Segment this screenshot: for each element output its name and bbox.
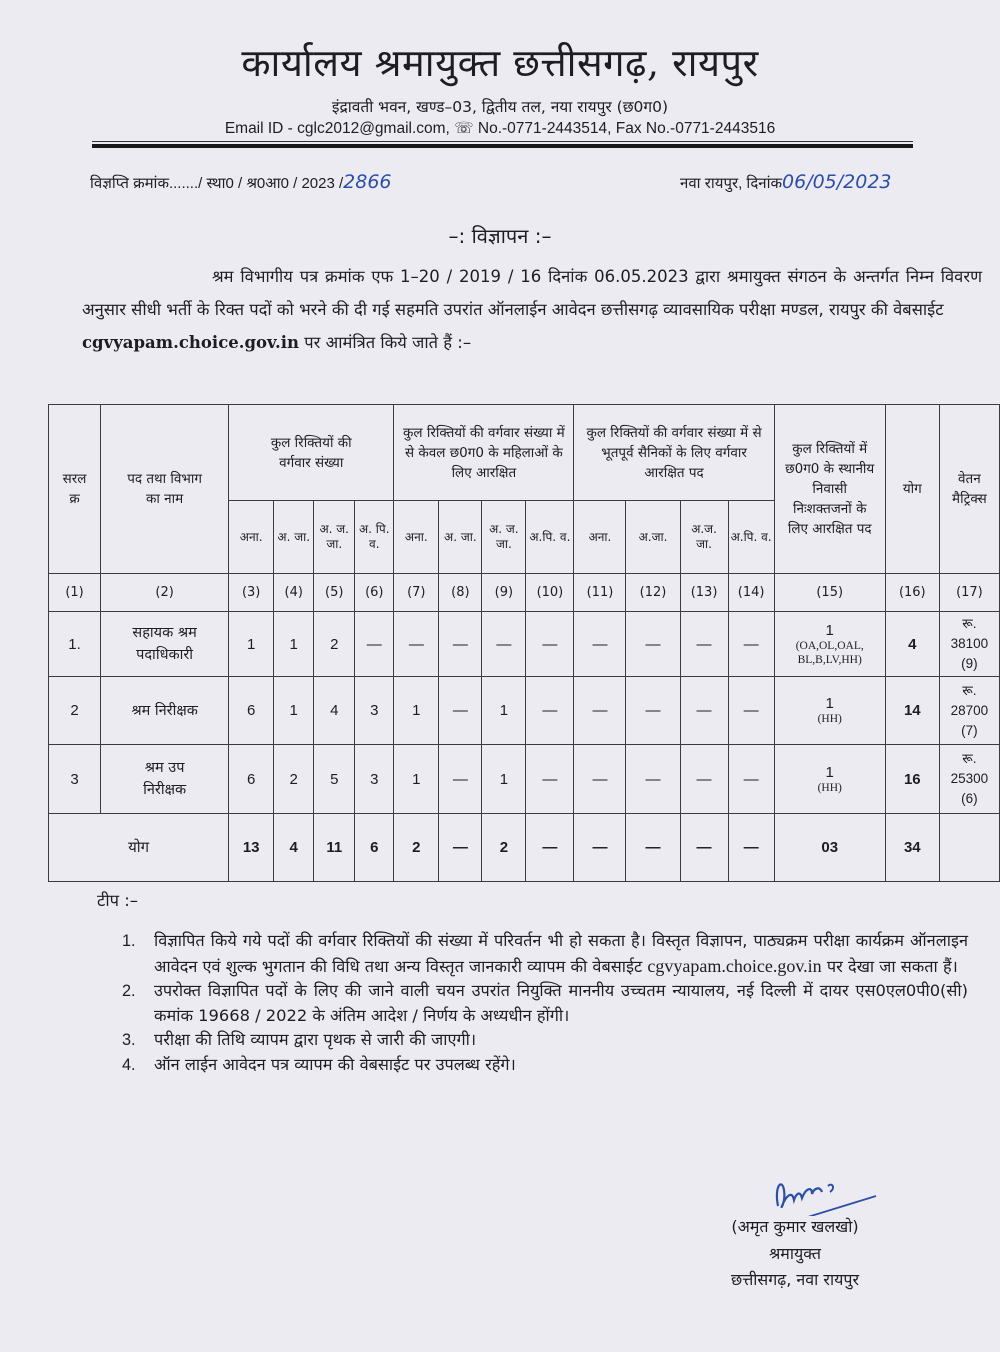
column-number: (6) [355, 574, 394, 612]
disabled-note: (HH) [817, 781, 842, 794]
total-cell: — [439, 814, 482, 882]
column-number: (9) [482, 574, 526, 612]
row-cell: — [526, 612, 574, 677]
subheader-women-st: अ. ज. जा. [482, 501, 526, 574]
row-cell: — [574, 745, 626, 814]
notification-prefix: विज्ञप्ति क्रमांक......./ स्था0 / श्र0आ0 / 2023 / [90, 175, 344, 192]
row-cell: 1 [229, 612, 274, 677]
column-number: (14) [728, 574, 774, 612]
total-pay-empty [939, 814, 999, 882]
subheader-ex-st: अ.ज. जा. [680, 501, 728, 574]
column-number: (7) [394, 574, 439, 612]
subheader-women-ur: अना. [394, 501, 439, 574]
column-number: (17) [939, 574, 999, 612]
letterhead-rule-thin [92, 141, 913, 142]
total-cell: — [680, 814, 728, 882]
phone-icon: ☏ [454, 120, 474, 137]
intro-paragraph [82, 260, 982, 359]
column-number: (2) [101, 574, 229, 612]
total-cell: 11 [314, 814, 355, 882]
row-cell: — [728, 612, 774, 677]
total-cell: — [626, 814, 680, 882]
pay-prefix: रू. [962, 616, 977, 631]
row-post: श्रम निरीक्षक [101, 677, 229, 745]
header-post: पद तथा विभाग का नाम [101, 405, 229, 574]
notes-list [122, 929, 968, 1077]
header-disabled: कुल रिक्तियों में छ0ग0 के स्थानीय निवासी निःशक्तजनों के लिए आरक्षित पद [774, 405, 885, 574]
row-cell: 1 [394, 677, 439, 745]
disabled-count: 1 [825, 695, 834, 712]
row-cell: — [728, 677, 774, 745]
row-post: सहायक श्रम पदाधिकारी [101, 612, 229, 677]
total-cell: 2 [394, 814, 439, 882]
row-total: 14 [885, 677, 939, 745]
total-cell: — [574, 814, 626, 882]
column-number: (10) [526, 574, 574, 612]
note-text: उपरोक्त विज्ञापित पदों के लिए की जाने वाली चयन उपरांत नियुक्ति माननीय उच्चतम न्यायालय, नई दिल्ली में दायर एस0एल0पी0(सी) कमांक 19668 / 2022 के अंतिम आदेश / निर्णय के अध्यधीन होंगी। [154, 981, 968, 1025]
pay-level: (9) [961, 656, 978, 671]
handwritten-date: 06/05/2023 [782, 171, 892, 193]
row-cell: 4 [314, 677, 355, 745]
row-cell: 5 [314, 745, 355, 814]
note-number: 4. [122, 1055, 136, 1074]
row-cell: — [626, 612, 680, 677]
subheader-ex-sc: अ.जा. [626, 501, 680, 574]
row-cell: — [394, 612, 439, 677]
row-pay [939, 677, 999, 745]
row-disabled [774, 677, 885, 745]
office-title: कार्यालय श्रमायुक्त छत्तीसगढ़, रायपुर [241, 41, 759, 85]
table-row [49, 745, 1000, 814]
row-total: 16 [885, 745, 939, 814]
row-cell: — [728, 745, 774, 814]
row-cell: — [574, 612, 626, 677]
subheader-ex-ur: अना. [574, 501, 626, 574]
row-cell: — [680, 677, 728, 745]
row-cell: — [355, 612, 394, 677]
row-cell: 2 [274, 745, 314, 814]
note-text: परीक्षा की तिथि व्यापम द्वारा पृथक से जारी की जाएगी। [154, 1030, 477, 1049]
signature-image [768, 1176, 878, 1216]
column-number: (12) [626, 574, 680, 612]
row-cell: 6 [229, 677, 274, 745]
handwritten-number: 2866 [343, 171, 392, 193]
column-number: (8) [439, 574, 482, 612]
row-cell: — [439, 677, 482, 745]
notification-number [90, 171, 392, 193]
note-number: 3. [122, 1031, 136, 1049]
total-disabled: 03 [774, 814, 885, 882]
pay-amount: 25300 [950, 771, 989, 786]
date-prefix: नवा रायपुर, दिनांक [680, 175, 783, 192]
column-number-row [49, 574, 1000, 612]
vacancy-table [48, 404, 1000, 882]
total-cell: 13 [229, 814, 274, 882]
row-total: 4 [885, 612, 939, 677]
row-cell: 1 [274, 677, 314, 745]
column-number: (11) [574, 574, 626, 612]
column-number: (1) [49, 574, 101, 612]
disabled-count: 1 [825, 621, 834, 639]
row-cell: — [574, 677, 626, 745]
signatory-name: (अमृत कुमार खलखो) [731, 1217, 859, 1236]
subheader-total-sc: अ. जा. [274, 501, 314, 574]
note-text: ऑन लाईन आवेदन पत्र व्यापम की वेबसाईट पर उपलब्ध रहेंगे। [154, 1054, 516, 1074]
table-row [49, 677, 1000, 745]
row-serial: 3 [49, 745, 101, 814]
note-item [122, 929, 968, 979]
column-number: (4) [274, 574, 314, 612]
row-cell: — [439, 745, 482, 814]
total-cell: 2 [482, 814, 526, 882]
note-number: 1. [122, 932, 136, 950]
pay-amount: 28700 [950, 702, 989, 718]
note-item [122, 979, 968, 1028]
total-cell: — [728, 814, 774, 882]
row-serial: 2 [49, 677, 101, 745]
total-cell: 4 [274, 814, 314, 882]
row-cell: — [482, 612, 526, 677]
signatory-place: छत्तीसगढ़, नवा रायपुर [730, 1270, 860, 1289]
note-text-after: पर देखा जा सकता हैं। [826, 956, 958, 976]
note-text: विज्ञापित किये गये पदों की वर्गवार रिक्तियों की संख्या में परिवर्तन भी हो सकता है। विस्तृत विज्ञापन, पाठ्यक्रम परीक्षा कार्यक्रम ऑनलाइन आवेदन एवं शुल्क भुगतान की विधि तथा अन्य विस्तृत जानकारी व्यापम की वेबसाईट [154, 931, 968, 976]
pay-prefix: रू. [962, 682, 977, 698]
row-cell: 1 [482, 745, 526, 814]
row-cell: 1 [394, 745, 439, 814]
row-cell: — [680, 745, 728, 814]
phone-fax-text: No.-0771-2443514, Fax No.-0771-2443516 [477, 120, 776, 137]
column-number: (15) [774, 574, 885, 612]
grand-total: 34 [885, 814, 939, 882]
subheader-ex-obc: अ.पि. व. [728, 501, 774, 574]
notes-title: टीप :– [97, 891, 139, 910]
row-cell: — [526, 745, 574, 814]
row-pay [939, 745, 999, 814]
subheader-women-obc: अ.पि. व. [526, 501, 574, 574]
column-number: (16) [885, 574, 939, 612]
row-disabled [774, 745, 885, 814]
notification-date [680, 171, 892, 193]
column-number: (5) [314, 574, 355, 612]
row-cell: 2 [314, 612, 355, 677]
subheader-total-st: अ. ज. जा. [314, 501, 355, 574]
disabled-note: (OA,OL,OAL, BL,B,LV,HH) [795, 639, 864, 666]
advertisement-heading: –: विज्ञापन :– [448, 224, 552, 248]
disabled-count: 1 [825, 763, 834, 781]
total-row [49, 814, 1000, 882]
total-label: योग [49, 814, 229, 882]
header-group-exservice: कुल रिक्तियों की वर्गवार संख्या में से भूतपूर्व सैनिकों के लिए वर्गवार आरक्षित पद [574, 405, 774, 501]
header-serial: सरल क्र [49, 405, 101, 574]
table-row [49, 612, 1000, 677]
total-cell: — [526, 814, 574, 882]
pay-amount: 38100 [950, 636, 989, 651]
intro-text: श्रम विभागीय पत्र क्रमांक एफ 1–20 / 2019 / 16 दिनांक 06.05.2023 द्वारा श्रमायुक्त संगठन के अन्तर्गत निम्न विवरण अनुसार सीधी भर्ती के रिक्त पदों को भरने की दी गई सहमति उपरांत ऑनलाईन आवेदन छत्तीसगढ़ व्यावसायिक परीक्षा मण्डल, रायपुर की वेबसाईट [82, 267, 982, 319]
intro-website-link[interactable]: cgvyapam.choice.gov.in [82, 333, 299, 352]
row-cell: — [626, 745, 680, 814]
intro-suffix: पर आमंत्रित किये जाते हैं :– [304, 333, 472, 352]
signatory-designation: श्रमायुक्त [768, 1244, 822, 1263]
pay-level: (6) [961, 791, 978, 806]
note-item [122, 1028, 968, 1053]
office-contact [0, 119, 1000, 138]
row-cell: — [526, 677, 574, 745]
pay-prefix: रू. [962, 751, 977, 766]
column-number: (3) [229, 574, 274, 612]
row-post: श्रम उप निरीक्षक [101, 745, 229, 814]
header-pay: वेतन मैट्रिक्स [939, 405, 999, 574]
row-pay [939, 612, 999, 677]
row-serial: 1. [49, 612, 101, 677]
subheader-women-sc: अ. जा. [439, 501, 482, 574]
row-disabled [774, 612, 885, 677]
row-cell: 1 [482, 677, 526, 745]
note-website-link[interactable]: cgvyapam.choice.gov.in [647, 955, 822, 976]
subheader-total-obc: अ. पि. व. [355, 501, 394, 574]
row-cell: 1 [274, 612, 314, 677]
header-group-women: कुल रिक्तियों की वर्गवार संख्या में से केवल छ0ग0 के महिलाओं के लिए आरक्षित [394, 405, 574, 501]
row-cell: — [626, 677, 680, 745]
disabled-note: (HH) [817, 713, 842, 725]
row-cell: — [439, 612, 482, 677]
office-address: इंद्रावती भवन, खण्ड–03, द्वितीय तल, नया रायपुर (छ0ग0) [331, 98, 669, 116]
row-cell: 6 [229, 745, 274, 814]
header-total: योग [885, 405, 939, 574]
letterhead-rule-thick [92, 144, 913, 148]
header-group-total: कुल रिक्तियों की वर्गवार संख्या [229, 405, 394, 501]
note-number: 2. [122, 982, 136, 1000]
subheader-total-ur: अना. [229, 501, 274, 574]
row-cell: 3 [355, 677, 394, 745]
note-item [122, 1053, 968, 1078]
pay-level: (7) [961, 722, 978, 738]
total-cell: 6 [355, 814, 394, 882]
email-text: Email ID - cglc2012@gmail.com, [224, 120, 450, 137]
row-cell: — [680, 612, 728, 677]
row-cell: 3 [355, 745, 394, 814]
column-number: (13) [680, 574, 728, 612]
